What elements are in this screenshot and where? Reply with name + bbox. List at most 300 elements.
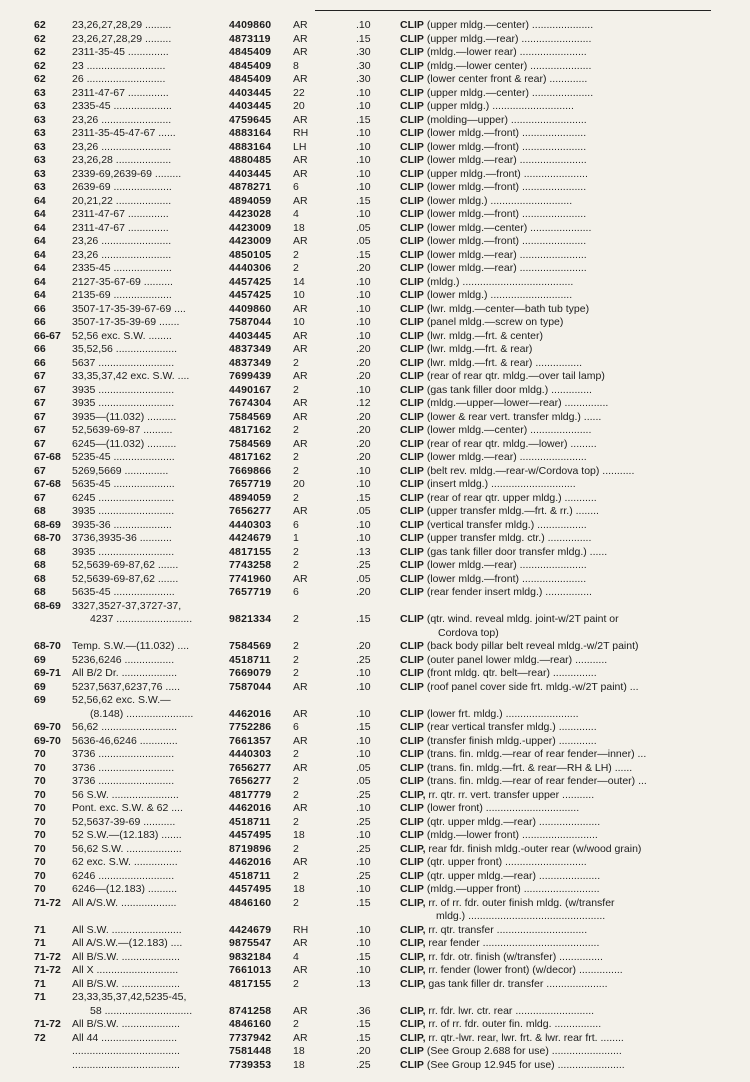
price-cell: .15 — [356, 32, 371, 45]
quantity-cell: 2 — [293, 451, 299, 463]
model-cell: 5235-45 ..................... — [72, 451, 175, 463]
part-number-cell: 4846160 — [229, 896, 272, 909]
price-cell: .10 — [356, 464, 371, 477]
table-row — [0, 424, 750, 438]
year-cell: 64 — [34, 208, 46, 220]
quantity-cell: AR — [293, 397, 308, 409]
table-row — [0, 181, 750, 195]
description-cell: CLIP, rr. qtr.-lwr. rear, lwr. frt. & lwr. rear frt. ........ — [400, 1031, 624, 1044]
part-name: CLIP — [400, 464, 424, 477]
part-name: CLIP, — [400, 896, 426, 909]
year-cell: 67 — [34, 424, 46, 436]
model-cell: 3935 .......................... — [72, 545, 175, 558]
price-cell: .20 — [356, 640, 371, 652]
model-cell: 52,5639-69-87 .......... — [72, 424, 173, 436]
quantity-cell: AR — [293, 370, 308, 382]
price-cell: .13 — [356, 977, 371, 990]
part-name: CLIP — [400, 640, 424, 652]
model-cell: 2311-47-67 .............. — [72, 208, 169, 220]
table-row — [0, 532, 750, 546]
part-name: CLIP — [400, 248, 424, 261]
year-cell: 64 — [34, 262, 46, 274]
model-cell: 52,5639-69-87,62 ....... — [72, 572, 179, 585]
quantity-cell: AR — [293, 734, 308, 747]
price-cell: .10 — [356, 964, 371, 976]
year-cell: 67 — [34, 370, 46, 382]
model-cell: 23,33,35,37,42,5235-45, 58 .............................. — [72, 991, 193, 1017]
description-cell: CLIP (trans. fin. mldg.—rear of rear fender—outer) ... — [400, 775, 647, 787]
model-cell: 3327,3527-37,3727-37, 4237 .......................... — [72, 599, 193, 625]
part-number-cell: 4880485 — [229, 154, 272, 166]
part-number-cell: 8719896 — [229, 842, 272, 855]
part-number-cell: 4845409 — [229, 73, 272, 85]
model-cell: 26 ........................... — [72, 73, 166, 85]
description-cell: CLIP (rear of rear qtr. upper mldg.) ........... — [400, 491, 597, 504]
table-row — [0, 262, 750, 276]
price-cell: .25 — [356, 653, 371, 666]
model-cell: 2311-47-67 .............. — [72, 86, 169, 99]
part-name: CLIP — [400, 545, 424, 558]
part-name: CLIP — [400, 505, 424, 517]
description-cell: CLIP (qtr. wind. reveal mldg. joint-w/2T paint or Cordova top) — [400, 613, 619, 639]
quantity-cell: AR — [293, 505, 308, 517]
part-number-cell: 4409860 — [229, 302, 272, 315]
price-cell: .10 — [356, 127, 371, 139]
table-row — [0, 924, 750, 938]
part-name: CLIP — [400, 883, 424, 895]
description-cell: CLIP (insert mldg.) ............................. — [400, 478, 576, 490]
quantity-cell: AR — [293, 572, 308, 585]
quantity-cell: 1 — [293, 532, 299, 544]
table-row — [0, 789, 750, 803]
part-name: CLIP, — [400, 1031, 426, 1044]
table-row — [0, 33, 750, 47]
quantity-cell: RH — [293, 127, 309, 139]
table-row — [0, 978, 750, 992]
year-cell: 71 — [34, 923, 46, 936]
top-rule — [315, 10, 711, 11]
part-name: CLIP, — [400, 788, 426, 801]
price-cell: .15 — [356, 1018, 371, 1030]
year-cell: 64 — [34, 221, 46, 234]
description-cell: CLIP (upper mldg.—center) ..................... — [400, 19, 594, 31]
model-cell: All 44 .......................... — [72, 1031, 178, 1044]
quantity-cell: AR — [293, 19, 308, 31]
model-cell: 5635-45 ..................... — [72, 586, 175, 598]
year-cell: 62 — [34, 32, 46, 45]
description-cell: CLIP (mldg.) ...................................... — [400, 275, 574, 288]
description-cell: CLIP (upper mldg.—rear) ........................ — [400, 32, 592, 45]
price-cell: .30 — [356, 59, 371, 72]
part-name: CLIP — [400, 140, 424, 153]
model-cell: 3736,3935-36 ........... — [72, 532, 172, 544]
part-number-cell: 4457495 — [229, 883, 272, 895]
model-cell: 3736 .......................... — [72, 748, 175, 760]
part-name: CLIP — [400, 653, 424, 666]
table-row — [0, 154, 750, 168]
description-cell: CLIP (lower front) ................................ — [400, 802, 580, 814]
part-name: CLIP — [400, 275, 424, 288]
part-name: CLIP — [400, 856, 424, 868]
model-cell: 2311-35-45 .............. — [72, 46, 169, 58]
description-cell: CLIP (lower mldg.—front) ...................... — [400, 181, 587, 193]
part-name: CLIP — [400, 1058, 424, 1071]
model-cell: 6246—(12.183) .......... — [72, 883, 178, 895]
description-cell: CLIP (lower mldg.) ............................ — [400, 289, 573, 301]
table-row — [0, 235, 750, 249]
part-number-cell: 7584569 — [229, 640, 272, 652]
quantity-cell: 2 — [293, 424, 299, 436]
table-row — [0, 748, 750, 762]
table-row — [0, 208, 750, 222]
price-cell: .10 — [356, 937, 371, 949]
part-number-cell: 4409860 — [229, 19, 272, 31]
part-name: CLIP — [400, 815, 424, 828]
part-name: CLIP — [400, 302, 424, 315]
table-row — [0, 937, 750, 951]
price-cell: .25 — [356, 559, 371, 571]
part-number-cell: 4423009 — [229, 221, 272, 234]
price-cell: .15 — [356, 721, 371, 733]
description-cell: CLIP (lower mldg.) ............................ — [400, 194, 573, 207]
model-cell: 52,5639-69-87,62 ....... — [72, 559, 179, 571]
year-cell: 64 — [34, 289, 46, 301]
price-cell: .10 — [356, 181, 371, 193]
description-cell: CLIP, rr. fender (lower front) (w/decor) ............... — [400, 964, 623, 976]
description-cell: CLIP (outer panel lower mldg.—rear) ........... — [400, 653, 608, 666]
table-row — [0, 546, 750, 560]
part-name: CLIP, — [400, 842, 426, 855]
table-row — [0, 276, 750, 290]
price-cell: .10 — [356, 100, 371, 112]
price-cell: .10 — [356, 667, 371, 679]
part-number-cell: 9875547 — [229, 937, 272, 949]
part-name: CLIP — [400, 410, 424, 423]
quantity-cell: 2 — [293, 383, 299, 396]
year-cell: 70 — [34, 815, 46, 828]
part-name: CLIP — [400, 356, 424, 369]
part-number-cell: 4845409 — [229, 59, 272, 72]
table-row — [0, 991, 750, 1018]
quantity-cell: 14 — [293, 275, 305, 288]
quantity-cell: AR — [293, 856, 308, 868]
part-number-cell: 4894059 — [229, 194, 272, 207]
price-cell: .10 — [356, 275, 371, 288]
table-row — [0, 411, 750, 425]
price-cell: .25 — [356, 788, 371, 801]
year-cell: 67 — [34, 464, 46, 477]
model-cell: 62 exc. S.W. ............... — [72, 856, 178, 868]
model-cell: Pont. exc. S.W. & 62 .... — [72, 802, 183, 814]
quantity-cell: 4 — [293, 950, 299, 963]
year-cell: 69 — [34, 653, 46, 666]
model-cell: 3736 .......................... — [72, 775, 175, 787]
part-number-cell: 7656277 — [229, 775, 272, 787]
description-cell: CLIP, gas tank filler dr. transfer ..................... — [400, 977, 608, 990]
quantity-cell: AR — [293, 302, 308, 315]
quantity-cell: 20 — [293, 478, 305, 490]
quantity-cell: 2 — [293, 1018, 299, 1030]
year-cell: 68 — [34, 586, 46, 598]
part-number-cell: 4440303 — [229, 518, 272, 531]
part-number-cell: 4518711 — [229, 653, 271, 666]
model-cell: 2311-47-67 .............. — [72, 221, 169, 234]
model-cell: All B/S.W. .................... — [72, 977, 180, 990]
model-cell: 2639-69 .................... — [72, 181, 172, 193]
description-cell: CLIP (belt rev. mldg.—rear-w/Cordova top) ........... — [400, 464, 635, 477]
part-number-cell: 4462016 — [229, 802, 272, 814]
quantity-cell: 2 — [293, 262, 299, 274]
model-cell: 2335-45 .................... — [72, 262, 172, 274]
year-cell: 62 — [34, 73, 46, 85]
part-number-cell: 7584569 — [229, 410, 272, 423]
year-cell: 67 — [34, 437, 46, 450]
price-cell: .10 — [356, 734, 371, 747]
part-name: CLIP, — [400, 950, 426, 963]
model-cell: 5236,6246 ................. — [72, 653, 175, 666]
part-number-cell: 4817155 — [229, 545, 272, 558]
price-cell: .10 — [356, 923, 371, 936]
price-cell: .10 — [356, 19, 371, 31]
year-cell: 70 — [34, 869, 46, 882]
part-number-cell: 7743258 — [229, 559, 272, 571]
part-number-cell: 7581448 — [229, 1045, 272, 1057]
quantity-cell: 2 — [293, 815, 299, 828]
description-cell: CLIP (See Group 2.688 for use) ........................ — [400, 1045, 622, 1057]
quantity-cell: 2 — [293, 667, 299, 679]
part-number-cell: 7741960 — [229, 572, 272, 585]
model-cell: 5635-45 ..................... — [72, 478, 175, 490]
description-cell: CLIP (front mldg. qtr. belt—rear) ............... — [400, 667, 597, 679]
description-cell: CLIP (lower mldg.—front) ...................... — [400, 208, 587, 220]
part-number-cell: 7587044 — [229, 680, 272, 693]
description-cell: CLIP (roof panel cover side frt. mldg.-w/2T paint) ... — [400, 680, 639, 693]
year-cell: 68 — [34, 559, 46, 571]
table-row — [0, 1059, 750, 1073]
part-name: CLIP — [400, 221, 424, 234]
quantity-cell: AR — [293, 32, 308, 45]
quantity-cell: AR — [293, 235, 308, 247]
price-cell: .25 — [356, 842, 371, 855]
description-cell: CLIP (rear fender insert mldg.) ................ — [400, 586, 592, 598]
part-name: CLIP, — [400, 937, 426, 949]
table-row — [0, 735, 750, 749]
price-cell: .05 — [356, 572, 371, 585]
description-cell: CLIP (transfer finish mldg.-upper) ............. — [400, 734, 597, 747]
part-number-cell: 4423009 — [229, 235, 272, 247]
price-cell: .20 — [356, 451, 371, 463]
part-name: CLIP, — [400, 977, 426, 990]
table-row — [0, 505, 750, 519]
table-row — [0, 802, 750, 816]
quantity-cell: AR — [293, 964, 308, 976]
year-cell: 63 — [34, 140, 46, 153]
price-cell: .36 — [356, 1004, 371, 1017]
price-cell: .20 — [356, 356, 371, 369]
table-row — [0, 829, 750, 843]
year-cell: 70 — [34, 775, 46, 787]
quantity-cell: AR — [293, 154, 308, 166]
quantity-cell: AR — [293, 802, 308, 814]
description-cell: CLIP (rear vertical transfer mldg.) ............. — [400, 721, 597, 733]
model-cell: 35,52,56 ..................... — [72, 343, 178, 355]
year-cell: 68-69 — [34, 518, 61, 531]
table-row — [0, 87, 750, 101]
description-cell: CLIP (trans. fin. mldg.—rear of rear fender—inner) ... — [400, 748, 647, 760]
price-cell: .10 — [356, 532, 371, 544]
model-cell: All A/S.W. ................... — [72, 896, 177, 909]
part-name: CLIP — [400, 46, 424, 58]
part-number-cell: 7656277 — [229, 761, 272, 774]
part-number-cell: 4403445 — [229, 329, 272, 342]
part-name: CLIP — [400, 775, 424, 787]
price-cell: .10 — [356, 518, 371, 531]
price-cell: .10 — [356, 86, 371, 99]
price-cell: .10 — [356, 167, 371, 180]
part-number-cell: 4837349 — [229, 343, 272, 355]
part-number-cell: 4883164 — [229, 127, 272, 139]
quantity-cell: AR — [293, 113, 308, 126]
quantity-cell: 10 — [293, 289, 305, 301]
description-cell: CLIP (lower frt. mldg.) ......................... — [400, 707, 579, 720]
model-cell: All B/S.W. .................... — [72, 950, 180, 963]
description-cell: CLIP (upper transfer mldg.—frt. & rr.) ........ — [400, 505, 599, 517]
part-number-cell: 4850105 — [229, 248, 272, 261]
price-cell: .15 — [356, 1031, 371, 1044]
parts-table — [0, 19, 750, 1072]
quantity-cell: AR — [293, 937, 308, 949]
year-cell: 70 — [34, 883, 46, 895]
part-name: CLIP — [400, 59, 424, 72]
description-cell: CLIP, rr. qtr. transfer ............................... — [400, 923, 588, 936]
quantity-cell: 2 — [293, 788, 299, 801]
part-number-cell: 4873119 — [229, 32, 271, 45]
description-cell: CLIP (lwr. mldg.—frt. & rear) — [400, 343, 533, 355]
model-cell: 23,26,28 ................... — [72, 154, 172, 166]
table-row — [0, 816, 750, 830]
part-name: CLIP — [400, 680, 424, 693]
table-row — [0, 681, 750, 695]
part-number-cell: 7584569 — [229, 437, 272, 450]
quantity-cell: RH — [293, 923, 309, 936]
model-cell: 6245 .......................... — [72, 491, 175, 504]
table-row — [0, 640, 750, 654]
quantity-cell: AR — [293, 167, 308, 180]
price-cell: .10 — [356, 383, 371, 396]
part-name: CLIP, — [400, 964, 426, 976]
year-cell: 68-69 — [34, 599, 61, 612]
price-cell: .10 — [356, 802, 371, 814]
year-cell: 71-72 — [34, 1018, 61, 1030]
quantity-cell: 22 — [293, 86, 305, 99]
price-cell: .10 — [356, 208, 371, 220]
quantity-cell: AR — [293, 73, 308, 85]
description-cell: CLIP (lower mldg.—front) ...................... — [400, 127, 587, 139]
part-name: CLIP — [400, 289, 424, 301]
part-name: CLIP — [400, 424, 424, 436]
year-cell: 71 — [34, 977, 46, 990]
part-name: CLIP — [400, 1045, 424, 1057]
part-name: CLIP — [400, 181, 424, 193]
part-number-cell: 4817155 — [229, 977, 272, 990]
quantity-cell: 2 — [293, 559, 299, 571]
description-cell: CLIP (lower mldg.—rear) ....................... — [400, 262, 587, 274]
part-number-cell: 7661357 — [229, 734, 272, 747]
model-cell: 5636-46,6246 ............. — [72, 734, 178, 747]
year-cell: 68 — [34, 545, 46, 558]
part-name: CLIP — [400, 748, 424, 760]
table-row — [0, 762, 750, 776]
model-cell: 20,21,22 ................... — [72, 194, 172, 207]
year-cell: 63 — [34, 167, 46, 180]
quantity-cell: 2 — [293, 977, 299, 990]
description-cell: CLIP (trans. fin. mldg.—frt. & rear—RH & LH) ...... — [400, 761, 633, 774]
year-cell: 70 — [34, 856, 46, 868]
model-cell: All A/S.W.—(12.183) .... — [72, 937, 183, 949]
model-cell: 5237,5637,6237,76 ..... — [72, 680, 181, 693]
year-cell: 67 — [34, 491, 46, 504]
part-number-cell: 4457495 — [229, 829, 272, 841]
part-number-cell: 7737942 — [229, 1031, 272, 1044]
part-name: CLIP — [400, 478, 424, 490]
quantity-cell: AR — [293, 410, 308, 423]
part-number-cell: 4462016 — [229, 856, 272, 868]
description-cell: CLIP (rear of rear qtr. mldg.—over tail lamp) — [400, 370, 605, 382]
price-cell: .20 — [356, 1045, 371, 1057]
part-name: CLIP — [400, 451, 424, 463]
part-number-cell: 4845409 — [229, 46, 272, 58]
model-cell: All B/S.W. .................... — [72, 1018, 180, 1030]
part-name: CLIP — [400, 370, 424, 382]
model-cell: 6246 .......................... — [72, 869, 175, 882]
table-row — [0, 1018, 750, 1032]
part-number-cell: 4883164 — [229, 140, 272, 153]
year-cell: 64 — [34, 248, 46, 261]
table-row — [0, 60, 750, 74]
quantity-cell: AR — [293, 329, 308, 342]
quantity-cell: 10 — [293, 316, 305, 328]
year-cell: 70 — [34, 802, 46, 814]
part-number-cell: 4424679 — [229, 923, 272, 936]
part-name: CLIP — [400, 734, 424, 747]
model-cell: 2311-35-45-47-67 ...... — [72, 127, 176, 139]
description-cell: CLIP, rr. fdr. otr. finish (w/transfer) ............... — [400, 950, 603, 963]
part-name: CLIP — [400, 667, 424, 679]
part-name: CLIP, — [400, 1004, 426, 1017]
year-cell: 71 — [34, 991, 46, 1003]
model-cell: 23,26 ........................ — [72, 248, 172, 261]
table-row — [0, 127, 750, 141]
price-cell: .15 — [356, 613, 371, 625]
table-row — [0, 897, 750, 924]
table-row — [0, 316, 750, 330]
part-name: CLIP — [400, 761, 424, 774]
part-name: CLIP — [400, 113, 424, 126]
quantity-cell: 2 — [293, 545, 299, 558]
model-cell: 23 ........................... — [72, 59, 166, 72]
part-number-cell: 7699439 — [229, 370, 272, 382]
price-cell: .15 — [356, 113, 371, 126]
part-number-cell: 4457425 — [229, 275, 272, 288]
model-cell: 52,56 exc. S.W. ........ — [72, 329, 172, 342]
price-cell: .15 — [356, 248, 371, 261]
description-cell: CLIP (mldg.—lower rear) ....................... — [400, 46, 587, 58]
model-cell: 2127-35-67-69 .......... — [72, 275, 173, 288]
table-row — [0, 1032, 750, 1046]
quantity-cell: AR — [293, 707, 308, 720]
table-row — [0, 654, 750, 668]
part-number-cell: 4846160 — [229, 1018, 272, 1030]
